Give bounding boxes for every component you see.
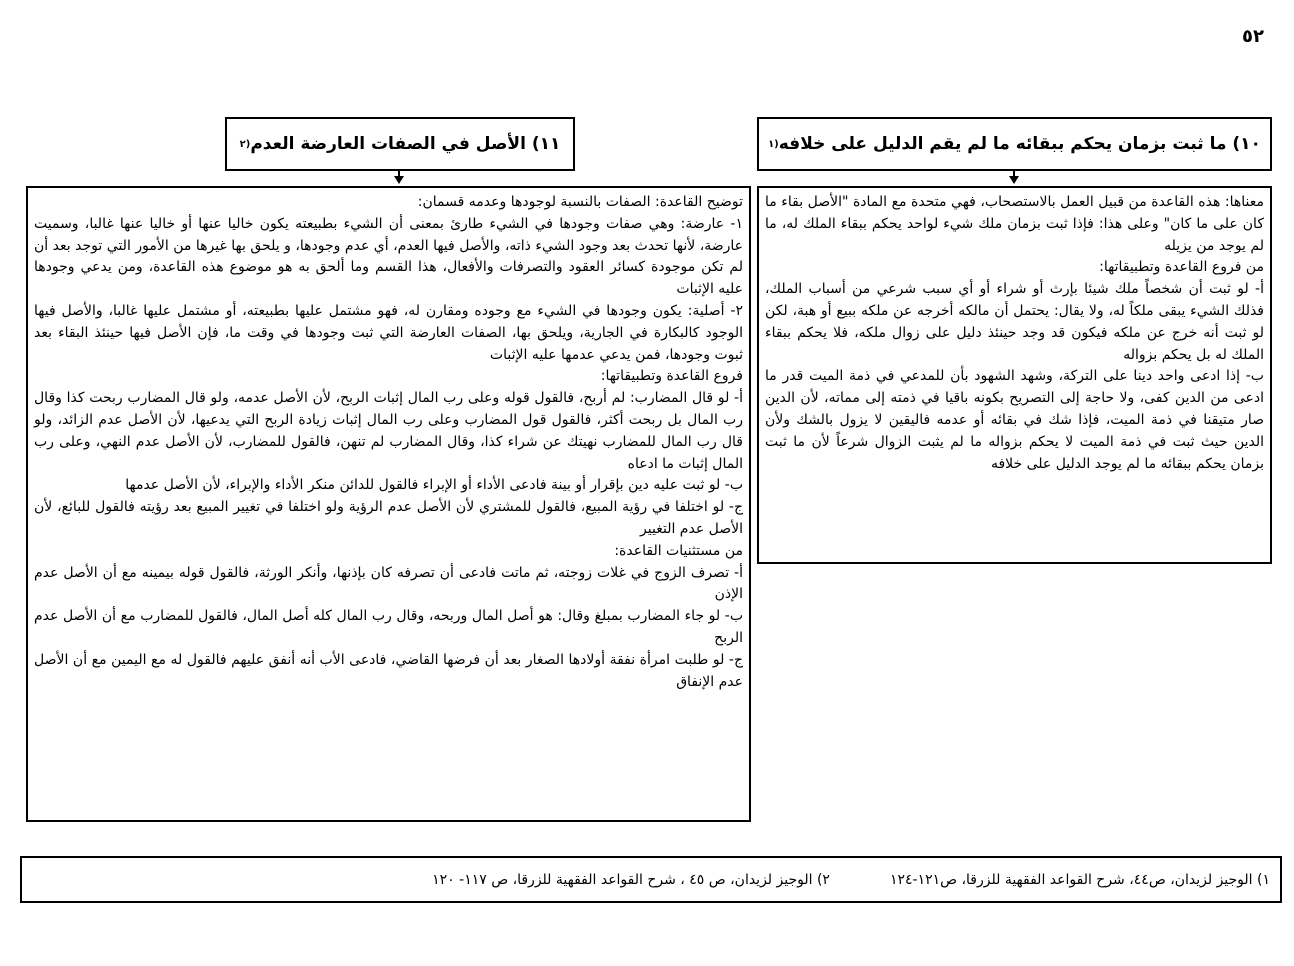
rule-11-branch-b: ب- لو ثبت عليه دين بإقرار أو بينة فادعى الأداء أو الإبراء فالقول للدائن منكر الأداء والإبراء، لأن الأصل عدمها [125,477,743,494]
rule-11-type-2: ٢- أصلية: يكون وجودها في الشيء مع وجوده ومقارن له، فهو مشتمل عليها بطبيعته، أو مشتمل عليها غالبا، والأصل فيها الوجود كالبكارة في الجارية، ويلحق بها، الصفات العارضة التي ثبت وجودها في وقت ما، فإن الأصل فيها حينئذ البقاء بعد ثبوت وجودها، فمن يدعي عدمها عليه الإثبات [34,302,743,363]
rule-10-example-a: أ- لو ثبت أن شخصاً ملك شيئا بإرث أو شراء أو أي سبب شرعي من أسباب الملك، فذلك الشيء يبقى ملكاً له، ولا يقال: يحتمل أن مالكه أخرجه عن ملكه ببيع أو هبة، لكن لو ثبت أنه خرج عن ملكه فيكون قد وجد حينئذ دليل على زوال ملكه، فلا يحكم ببقاء الملك له بل يحكم بزواله [765,281,1264,363]
arrow-down-icon [394,176,404,184]
footnotes-box [20,856,1282,903]
rule-10-title-box [757,117,1272,171]
rule-11-exceptions-heading: من مستثنيات القاعدة: [614,542,743,559]
rule-10-meaning: معناها: هذه القاعدة من قبيل العمل بالاستصحاب، فهي متحدة مع المادة "الأصل بقاء ما كان على ما كان" وعلى هذا: فإذا ثبت بزمان ملك شيء لواحد يحكم ببقاء الملك له، ما لم يوجد من يزيله [765,194,1264,254]
rule-11-explanation: توضيح القاعدة: الصفات بالنسبة لوجودها وعدمه قسمان: [417,194,743,210]
rule-11-exception-c: ج- لو طلبت امرأة نفقة أولادها الصغار بعد أن فرضها القاضي، فادعى الأب أنه أنفق عليهم فالقول له مع اليمين مع أن الأصل عدم الإنفاق [34,651,743,690]
rule-11-type-1: ١- عارضة: وهي صفات وجودها في الشيء طارئ بمعنى أن الشيء بطبيعته يكون خاليا عنها أو خاليا عنها غالبا، وسميت عارضة، لأنها تحدث بعد وجود الشيء ذاته، والأصل فيها العدم، أي عدم وجودها، و يلحق بها غيرها من الأمور التي توجد بعد أن لم تكن موجودة كسائر العقود والتصرفات والأفعال، هذا القسم وما ألحق به هو موضوع هذه القاعدة، ومن يدعي وجودها عليه الإثبات [34,215,743,298]
rule-11-content-box [26,186,751,822]
rule-11-exception-b: ب- لو جاء المضارب بمبلغ وقال: هو أصل المال وربحه، وقال رب المال كله أصل المال، فالقول للمضارب مع أن الأصل عدم الربح [34,608,743,646]
rule-10-content-box [757,186,1272,564]
rule-10-example-b: ب- إذا ادعى واحد دينا على التركة، وشهد الشهود بأن للمدعي في ذمة الميت قدر ما ادعى من الدين كفى، ولا حاجة إلى التصريح بكونه باقيا في ذمته إلى مماته، لأن الدين صار متيقنا في ذمة الميت، فإذا شك في بقائه أو عدمه فاليقين لا يزول بالشك ولأن الدين حيث ثبت في ذمة الميت لا يحكم بزواله ما لم يثبت الزوال شرعاً لأن ما ثبت بزمان يحكم ببقائه ما لم يوجد الدليل على خلافه [765,368,1264,472]
rule-11-exception-a: أ- تصرف الزوج في غلات زوجته، ثم ماتت فادعى أن تصرفه كان بإذنها، وأنكر الورثة، فالقول قوله بيمينه مع أن الأصل عدم الإذن [34,564,743,603]
rule-11-title-box [225,117,575,171]
footnote-1: ١) الوجيز لزيدان، ص٤٤، شرح القواعد الفقهية للزرقا، ص١٢١-١٢٤ [889,871,1270,888]
rule-11-title: ١١) الأصل في الصفات العارضة العدم [250,134,561,154]
page-number: ٥٢ [1242,26,1264,47]
rule-11-branch-a: أ- لو قال المضارب: لم أربح، فالقول قوله وعلى رب المال إثبات الربح، لأن الأصل عدمه، ولو قال المضارب ربحت كذا وقال رب المال بل ربحت أكثر، فالقول قول المضارب وعلى رب المال إثبات زيادة الربح التي يدعيها، لأن الأصل عدم الزائد، ولو قال رب المال للمضارب نهيتك عن شراء كذا، وقال المضارب لم تنهن، فالقول للمضارب، لأن الأصل عدم النهي، وعلى رب المال إثبات ما ادعاه [34,390,743,472]
rule-10-title: ١٠) ما ثبت بزمان يحكم ببقائه ما لم يقم الدليل على خلافه [778,134,1261,154]
rule-11-branch-c: ج- لو اختلفا في رؤية المبيع، فالقول للمشتري لأن الأصل عدم الرؤية ولو اختلفا في تغيير المبيع بعد رؤيته فالقول للبائع، لأن الأصل عدم التغيير [34,499,743,537]
arrow-down-icon [1009,176,1019,184]
rule-10-footnote-ref: (١ [768,138,779,150]
rule-11-footnote-ref: (٢ [239,138,251,150]
footnote-2: ٢) الوجيز لزيدان، ص ٤٥ ، شرح القواعد الفقهية للزرقا، ص ١١٧- ١٢٠ [432,871,830,888]
rule-11-branches-heading: فروع القاعدة وتطبيقاتها: [600,368,743,385]
rule-10-branches-heading: من فروع القاعدة وتطبيقاتها: [1099,259,1264,276]
